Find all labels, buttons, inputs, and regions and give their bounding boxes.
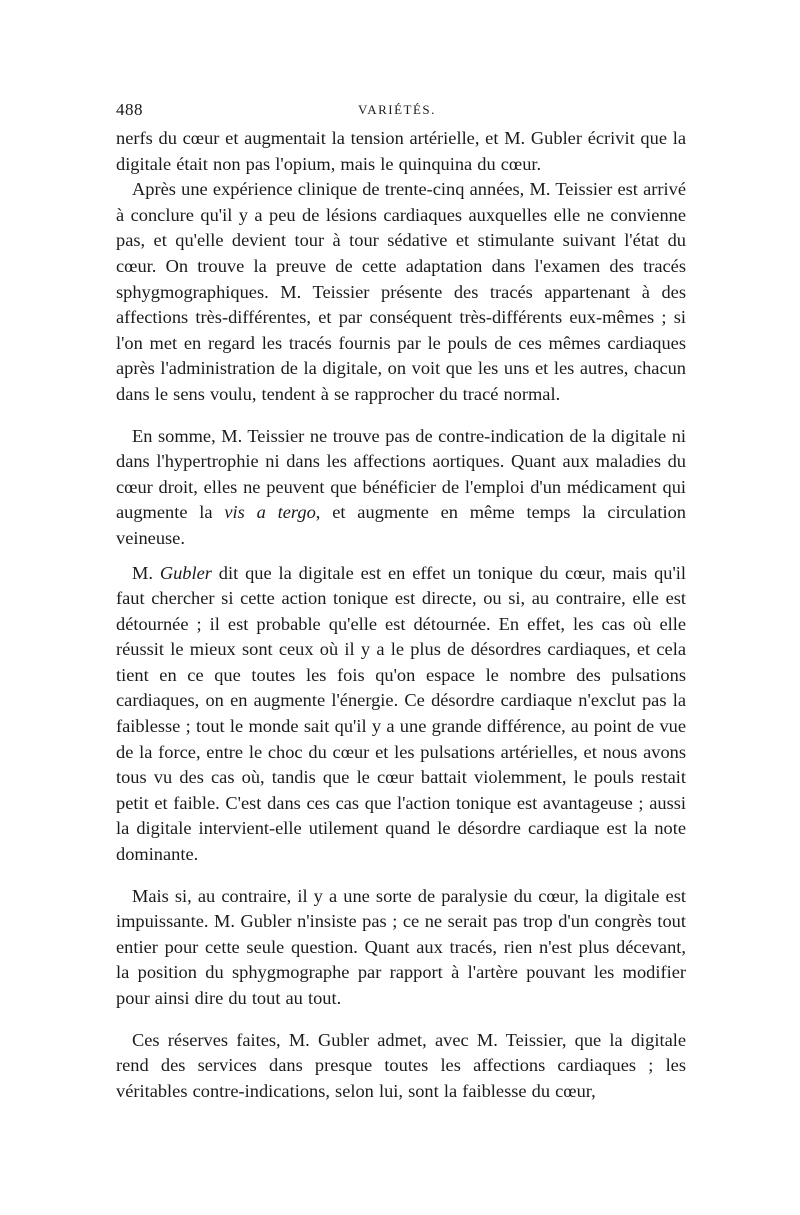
- paragraph-4-text-rest: dit que la digitale est en effet un tonique du cœur, mais qu'il faut chercher si cette action tonique est directe, ou si, au contraire, elle est détournée ; il est probable qu'elle est détournée. En effet, les cas où elle réussit le mieux sont ceux où il y a le plus de désordres cardiaques, et cela tient en ce que toutes les fois qu'on espace le nombre des pulsations cardiaques, on en augmente l'énergie. Ce désordre cardiaque n'exclut pas la faiblesse ; tout le monde sait qu'il y a une grande différence, au point de vue de la force, entre le choc du cœur et les pulsations artérielles, et nous avons tous vu des cas où, tandis que le cœur battait violemment, le pouls restait petit et faible. C'est dans ces cas que l'action tonique est avantageuse ; aussi la digitale intervient-elle utilement quand le désordre cardiaque est la note dominante.: [116, 562, 686, 865]
- paragraph-spacer: [116, 552, 686, 561]
- paragraph-3: [116, 424, 686, 552]
- paragraph-4-text-start: M.: [132, 562, 160, 583]
- paragraph-6: Ces réserves faites, M. Gubler admet, avec M. Teissier, que la digitale rend des services dans presque toutes les affections cardiaques ; les véritables contre-indications, selon lui, sont la faiblesse du cœur,: [116, 1029, 686, 1101]
- author-name-italic: Gubler: [159, 562, 212, 583]
- paragraph-3-text-end: , et augmente en même temps la circulation veineuse.: [116, 502, 686, 548]
- paragraph-4: [116, 561, 686, 868]
- paragraph-spacer: [116, 408, 686, 424]
- paragraph-3-text-start: En somme, M. Teissier ne trouve pas de contre-indication de la digitale ni dans l'hypertrophie ni dans les affections aortiques. Quant aux maladies du cœur droit, elles ne peuvent que bénéficier de l'emploi d'un médicament qui augmente la: [116, 425, 686, 523]
- paragraph-1: nerfs du cœur et augmentait la tension artérielle, et M. Gubler écrivit que la digitale était non pas l'opium, mais le quinquina du cœur.: [116, 128, 686, 174]
- paragraph-2: Après une expérience clinique de trente-cinq années, M. Teissier est arrivé à conclure qu'il y a peu de lésions cardiaques auxquelles elle ne convienne pas, et qu'elle devient tour à tour sédative et stimulante suivant l'état du cœur. On trouve la preuve de cette adaptation dans l'examen des tracés sphygmographiques. M. Teissier présente des tracés appartenant à des affections très-différentes, et par conséquent très-différents eux-mêmes ; si l'on met en regard les tracés fournis par le pouls de ces mêmes cardiaques après l'administration de la digitale, on voit que les uns et les autres, chacun dans le sens voulu, tendent à se rapprocher du tracé normal.: [116, 179, 686, 404]
- paragraph-spacer: [116, 868, 686, 884]
- body-text: [116, 126, 686, 1104]
- section-title: VARIÉTÉS.: [358, 102, 436, 117]
- paragraph-spacer: [116, 1012, 686, 1028]
- running-header: [116, 100, 686, 122]
- latin-phrase: vis a tergo: [224, 502, 316, 523]
- page-number: 488: [116, 100, 143, 119]
- paragraph-5: Mais si, au contraire, il y a une sorte de paralysie du cœur, la digitale est impuissante. M. Gubler n'insiste pas ; ce ne serait pas trop d'un congrès tout entier pour cette seule question. Quant aux tracés, rien n'est plus décevant, la position du sphygmographe par rapport à l'artère pouvant les modifier pour ainsi dire du tout au tout.: [116, 885, 686, 1008]
